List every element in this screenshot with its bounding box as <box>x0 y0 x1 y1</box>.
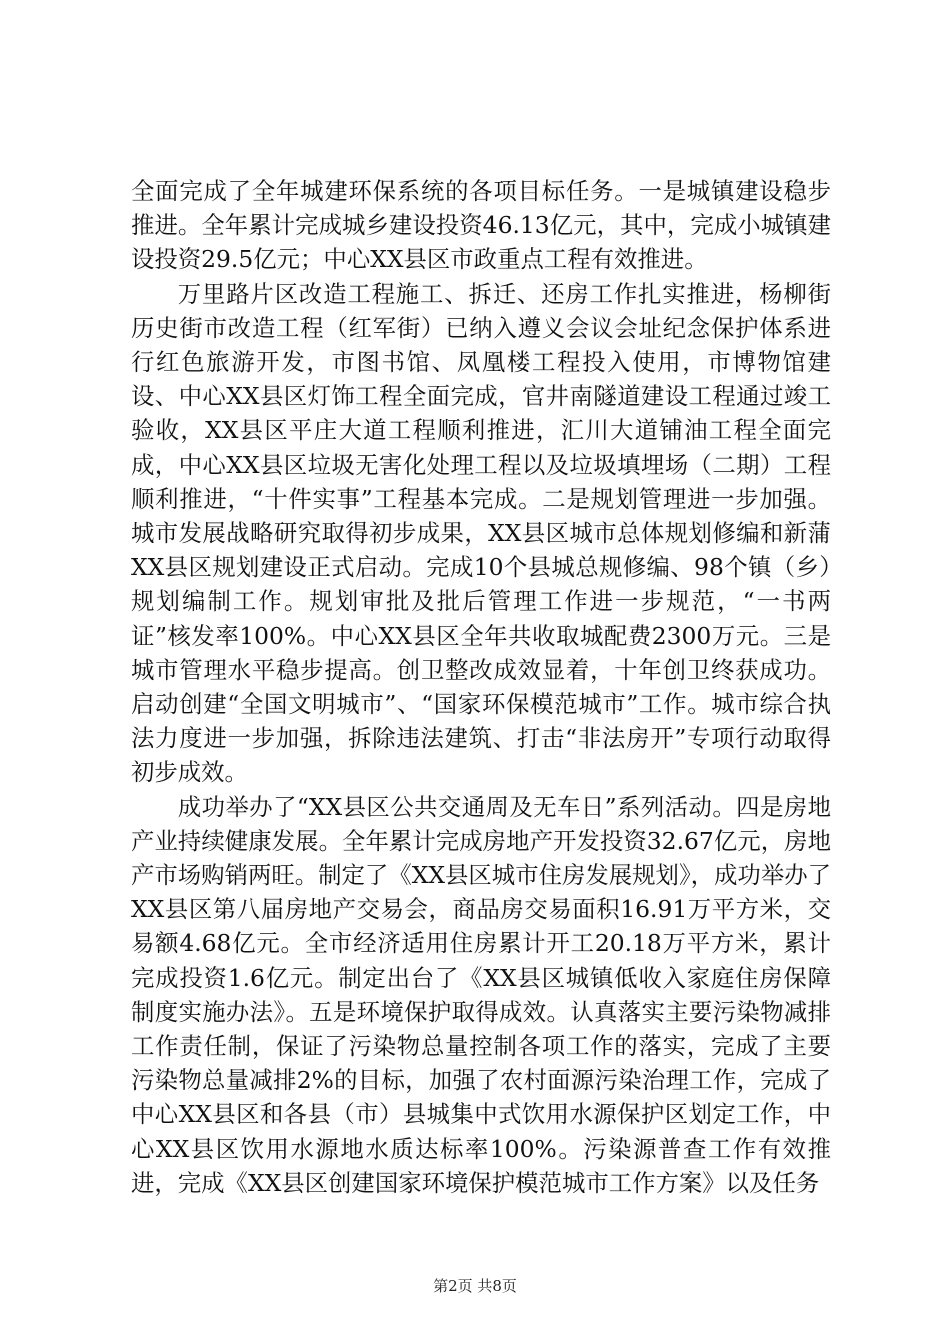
page-number-footer: 第2页 共8页 <box>433 1277 517 1295</box>
paragraph-2: 万里路片区改造工程施工、拆迁、还房工作扎实推进，杨柳街历史街市改造工程（红军街）已纳入遵义会议会址纪念保护体系进行红色旅游开发，市图书馆、凤凰楼工程投入使用，市博物馆建设、中心XX县区灯饰工程全面完成，官井南隧道建设工程通过竣工验收，XX县区平庄大道工程顺利推进，汇川大道铺油工程全面完成，中心XX县区垃圾无害化处理工程以及垃圾填埋场（二期）工程顺利推进，“十件实事”工程基本完成。二是规划管理进一步加强。城市发展战略研究取得初步成果，XX县区城市总体规划修编和新蒲XX县区规划建设正式启动。完成10个县城总规修编、98个镇（乡）规划编制工作。规划审批及批后管理工作进一步规范，“一书两证”核发率100%。中心XX县区全年共收取城配费2300万元。三是城市管理水平稳步提高。创卫整改成效显着，十年创卫终获成功。启动创建“全国文明城市”、“国家环保模范城市”工作。城市综合执法力度进一步加强，拆除违法建筑、打击“非法房开”专项行动取得初步成效。 <box>131 279 831 787</box>
paragraph-3: 成功举办了“XX县区公共交通周及无车日”系列活动。四是房地产业持续健康发展。全年累计完成房地产开发投资32.67亿元，房地产市场购销两旺。制定了《XX县区城市住房发展规划》，成功举办了XX县区第八届房地产交易会，商品房交易面积16.91万平方米，交易额4.68亿元。全市经济适用住房累计开工20.18万平方米，累计完成投资1.6亿元。制定出台了《XX县区城镇低收入家庭住房保障制度实施办法》。五是环境保护取得成效。认真落实主要污染物减排工作责任制，保证了污染物总量控制各项工作的落实，完成了主要污染物总量减排2%的目标，加强了农村面源污染治理工作，完成了中心XX县区和各县（市）县城集中式饮用水源保护区划定工作，中心XX县区饮用水源地水质达标率100%。污染源普查工作有效推进，完成《XX县区创建国家环境保护模范城市工作方案》以及任务 <box>131 792 831 1197</box>
paragraph-1: 全面完成了全年城建环保系统的各项目标任务。一是城镇建设稳步推进。全年累计完成城乡建设投资46.13亿元，其中，完成小城镇建设投资29.5亿元；中心XX县区市政重点工程有效推进。 <box>131 177 831 274</box>
document-body <box>131 174 831 1200</box>
